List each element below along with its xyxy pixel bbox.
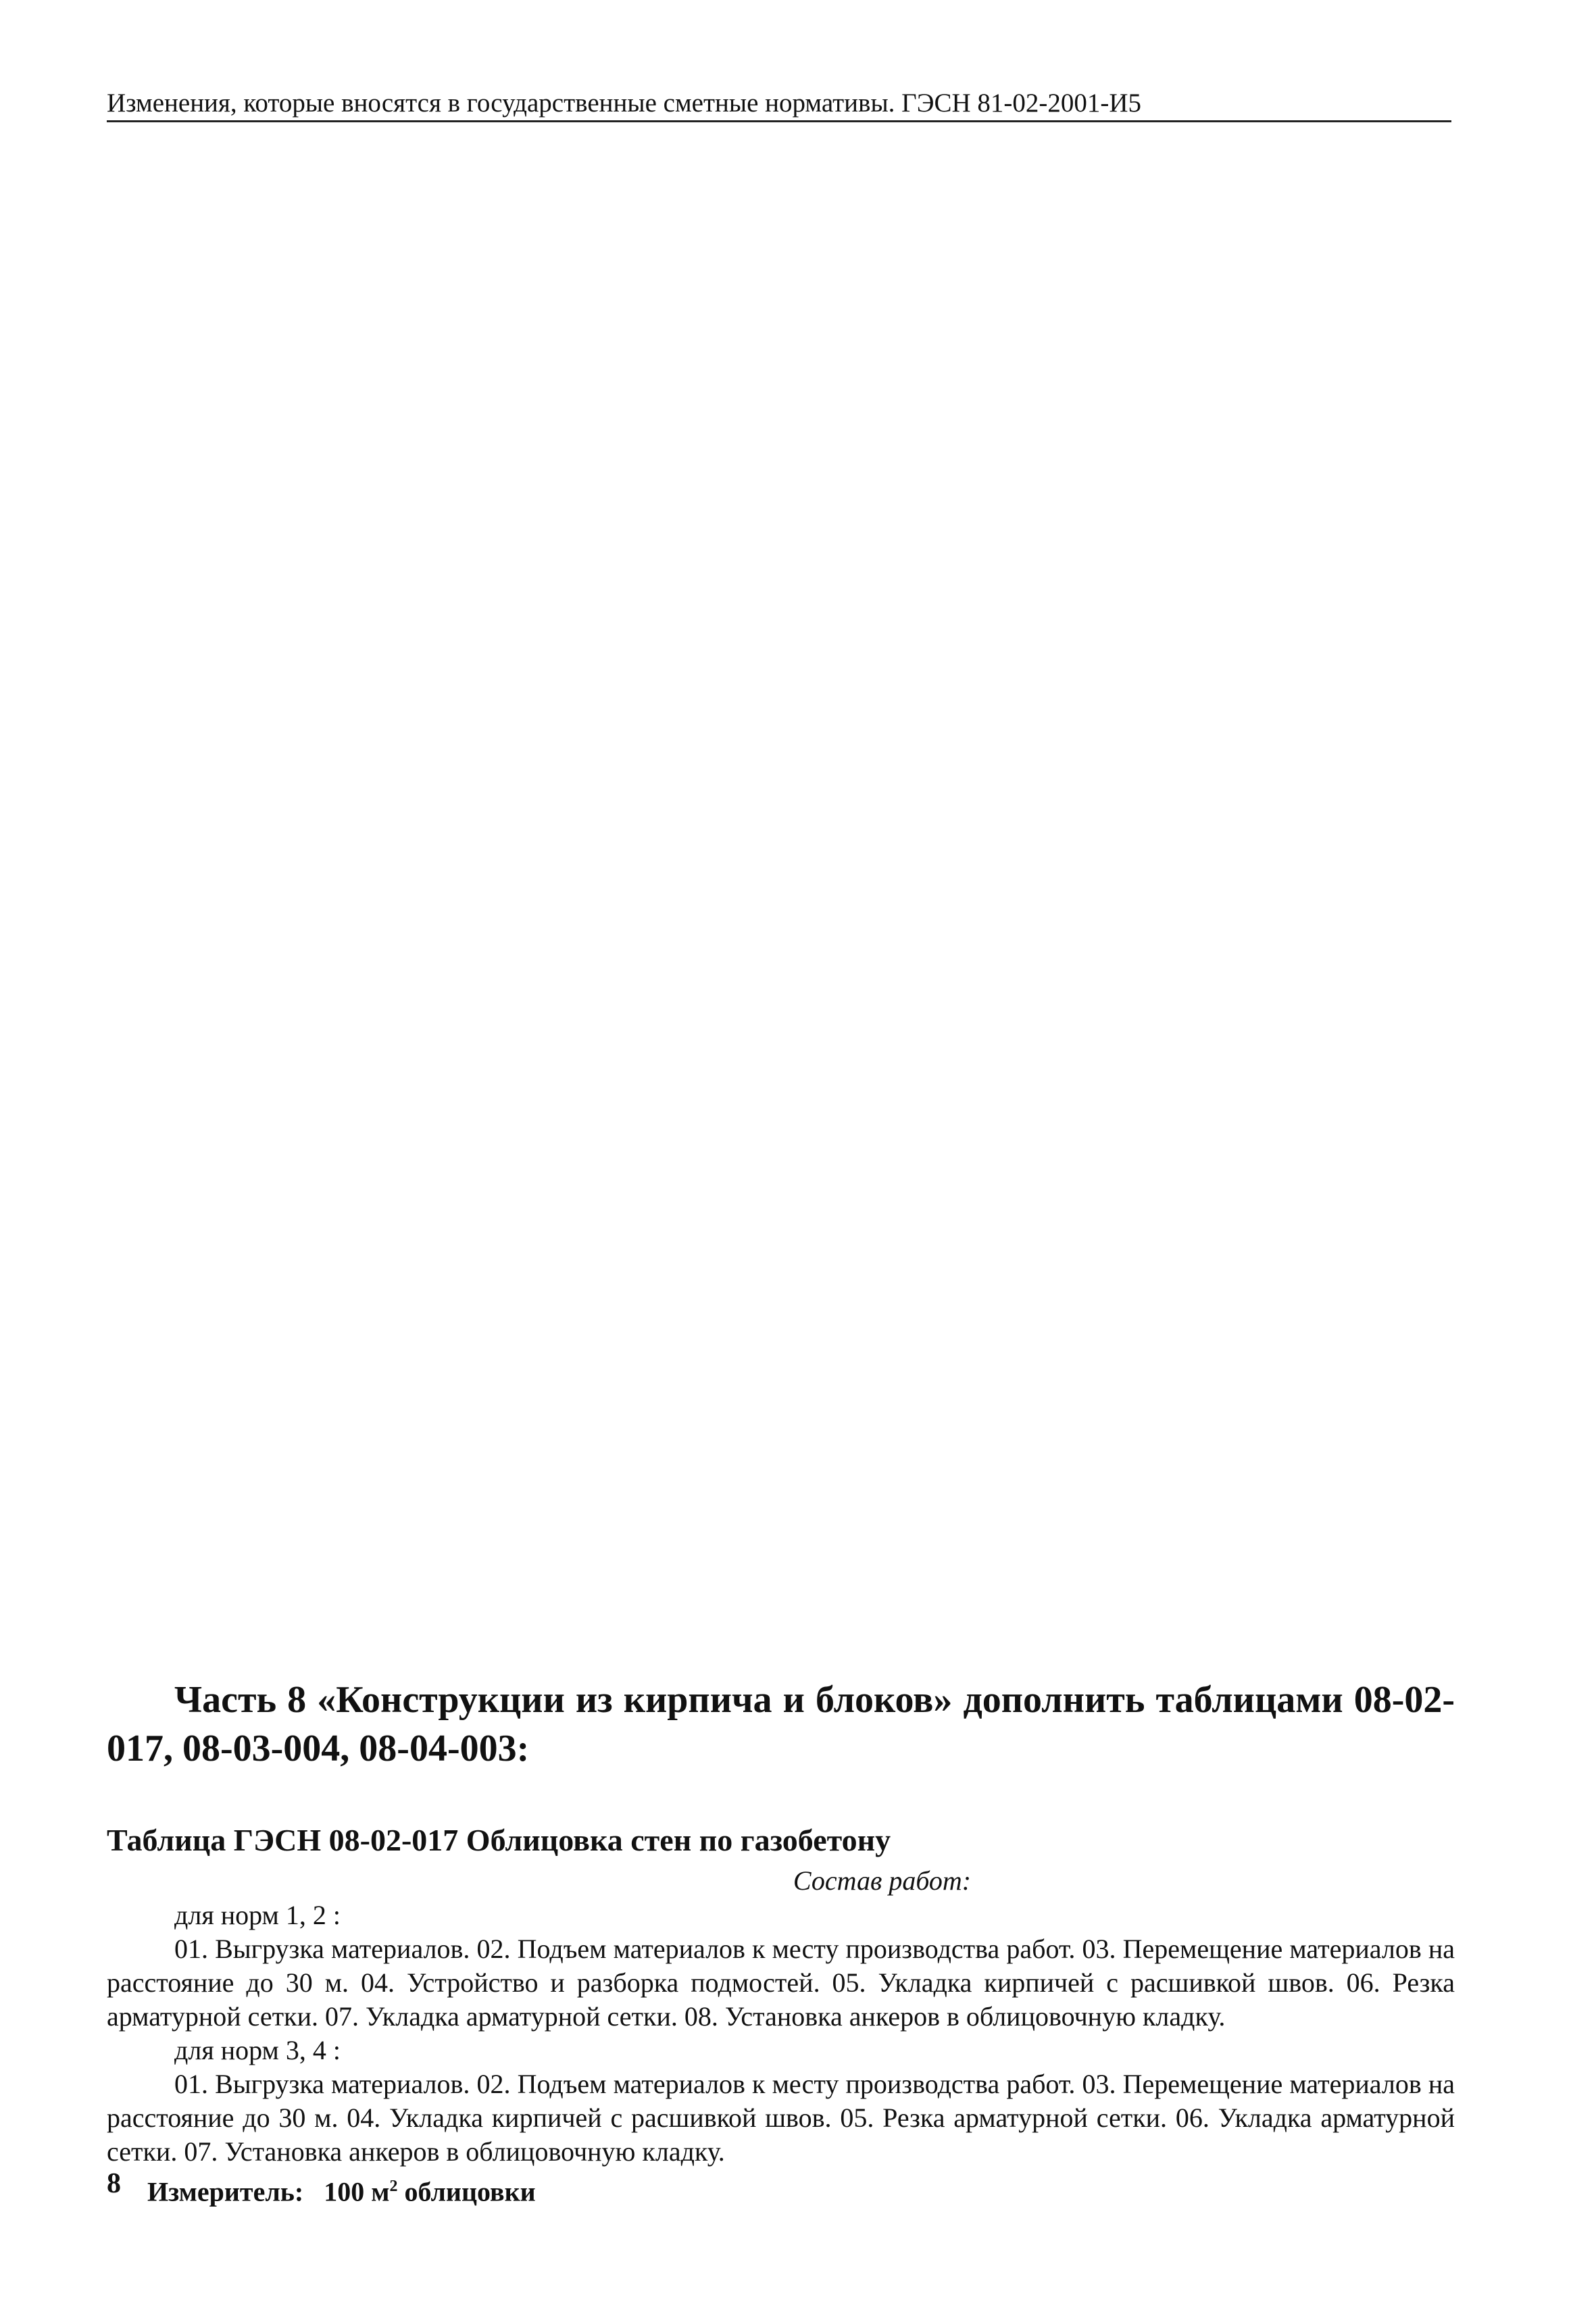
measure-unit: облицовки <box>404 2176 536 2207</box>
part-section <box>107 1676 1455 2209</box>
norms-1-2-text: 01. Выгрузка материалов. 02. Подъем материалов к месту производства работ. 03. Перемещение материалов на расстояние до 30 м. 04. Устройство и разборка подмостей. 05. Укладка кирпичей с расшивкой швов. 06. Резка арматурной сетки. 07. Укладка арматурной сетки. 08. Установка анкеров в облицовочную кладку. <box>107 1934 1455 2032</box>
measure-line <box>107 2169 1455 2209</box>
norms-3-4-text: 01. Выгрузка материалов. 02. Подъем материалов к месту производства работ. 03. Перемещение материалов на расстояние до 30 м. 04. Укладка кирпичей с расшивкой швов. 05. Резка арматурной сетки. 06. Укладка арматурной сетки. 07. Установка анкеров в облицовочную кладку. <box>107 2069 1455 2167</box>
part-title: Часть 8 «Конструкции из кирпича и блоков» дополнить таблицами 08-02-017, 08-03-004, 08-04-003: <box>107 1679 1455 1769</box>
measure-label: Измеритель: <box>147 2176 304 2207</box>
norms-1-2-label: для норм 1, 2 : <box>174 1900 341 1930</box>
table-title: Таблица ГЭСН 08-02-017 Облицовка стен по газобетону <box>107 1823 891 1857</box>
running-header: Изменения, которые вносятся в государственные сметные нормативы. ГЭСН 81-02-2001-И5 <box>107 86 1451 122</box>
page-number: 8 <box>107 2168 121 2199</box>
norms-3-4-label: для норм 3, 4 : <box>174 2035 341 2065</box>
measure-sup: 2 <box>389 2178 398 2195</box>
measure-value: 100 м <box>324 2176 390 2207</box>
composition-label: Состав работ: <box>793 1865 972 1896</box>
